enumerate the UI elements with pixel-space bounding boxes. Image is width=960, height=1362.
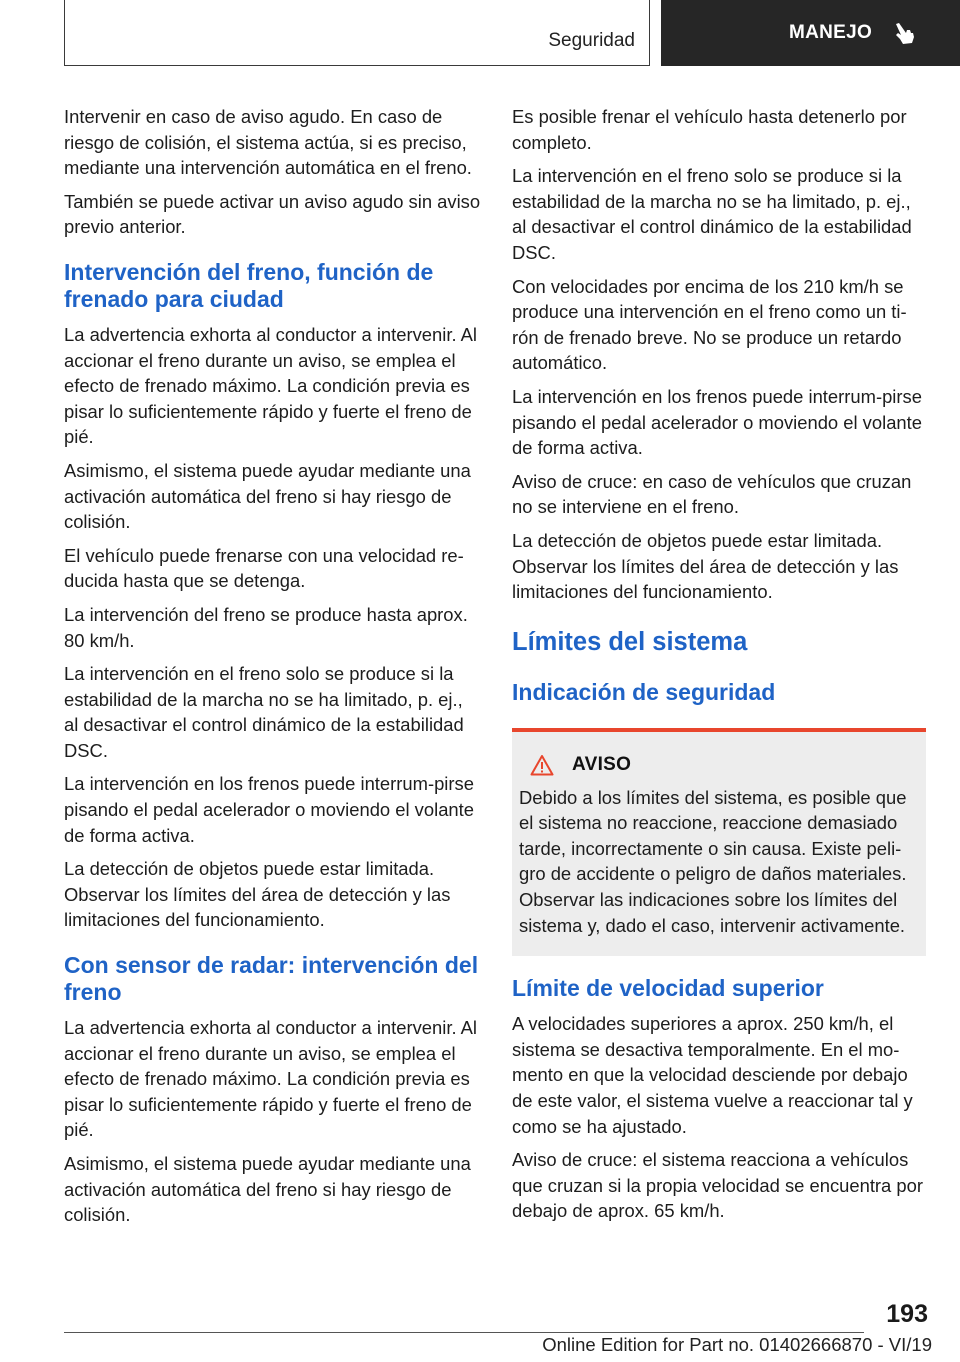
paragraph: La intervención en el freno solo se produce si la estabilidad de la marcha no se ha limitado, p. ej., al desactivar el control dinámico de la estabilidad DSC. [512,165,912,263]
section-heading: Indicación de seguridad [512,678,776,705]
edition-note: Online Edition for Part no. 01402666870 - VI/19 [542,1334,932,1355]
paragraph: La intervención del freno se produce hasta aprox. 80 km/h. [64,603,468,651]
section-title: Seguridad [548,30,635,51]
section-heading: Límite de velocidad superior [512,975,824,1002]
footer-divider [64,1332,864,1333]
warning-box [512,728,926,957]
left-column [64,104,482,1236]
paragraph: El vehículo puede frenarse con una velocidad re‐ducida hasta que se detenga. [64,544,464,592]
section-heading: Intervención del freno, función de frenado para ciudad [64,258,434,312]
paragraph: La advertencia exhorta al conductor a intervenir. Al accionar el freno durante un aviso, se emplea el efecto de frenado máximo. La condición previa es pisar lo suficientemente rápido y fuerte el freno de pié. [64,323,478,448]
paragraph: Es posible frenar el vehículo hasta detenerlo por completo. [512,106,907,153]
paragraph: Asimismo, el sistema puede ayudar mediante una activación automática del freno si hay riesgo de colisión. [64,459,471,533]
paragraph: La intervención en los frenos puede interrum‐pirse pisando el pedal acelerador o moviendo el volante de forma activa. [64,773,474,846]
warning-triangle-icon [530,754,554,776]
paragraph: También se puede activar un aviso agudo sin aviso previo anterior. [64,190,481,238]
chapter-tab[interactable] [661,0,960,66]
paragraph: Asimismo, el sistema puede ayudar mediante una activación automática del freno si hay riesgo de colisión. [64,1153,471,1226]
paragraph: La advertencia exhorta al conductor a intervenir. Al accionar el freno durante un aviso, se emplea el efecto de frenado máximo. La condición previa es pisar lo suficientemente rápido y fuerte el freno de pié. [64,1017,478,1141]
paragraph: La detección de objetos puede estar limitada. Observar los límites del área de detección y las limitaciones del funcionamiento. [64,858,451,931]
right-column [512,104,926,1232]
chapter-heading: Límites del sistema [512,627,748,656]
paragraph: Con velocidades por encima de los 210 km/h se produce una intervención en el freno como un ti‐rón de frenado breve. No se produce un retardo automático. [512,275,907,374]
paragraph: Aviso de cruce: el sistema reacciona a vehículos que cruzan si la propia velocidad se encuentra por debajo de aprox. 65 km/h. [512,1149,923,1222]
page-number: 193 [886,1300,928,1328]
pointing-hand-icon [890,20,916,46]
paragraph: Aviso de cruce: en caso de vehículos que cruzan no se interviene en el freno. [512,470,912,518]
warning-text: Debido a los límites del sistema, es posible que el sistema no reaccione, reaccione demasiado tarde, incorrectamente o sin causa. Existe peli‐gro de accidente o peligro de daños materiales. Observar las indicaciones sobre los límites del sistema y, dado el caso, intervenir activamente. [519,786,907,936]
warning-header [530,754,916,776]
paragraph: Intervenir en caso de aviso agudo. En caso de riesgo de colisión, el sistema actúa, si es preciso, mediante una intervención automática en el freno. [64,106,472,179]
paragraph: A velocidades superiores a aprox. 250 km/h, el sistema se desactiva temporalmente. En el mo‐mento en que la velocidad desciende por debajo de este valor, el sistema vuelve a reaccionar tal y como se ha ajustado. [512,1013,913,1137]
section-heading: Con sensor de radar: intervención del freno [64,952,479,1006]
header-frame [64,0,650,66]
paragraph: La intervención en los frenos puede interrum‐pirse pisando el pedal acelerador o moviendo el volante de forma activa. [512,385,922,459]
paragraph: La intervención en el freno solo se produce si la estabilidad de la marcha no se ha limitado, p. ej., al desactivar el control dinámico de la estabilidad DSC. [64,663,464,761]
warning-title: AVISO [572,753,632,775]
chapter-title: MANEJO [789,22,873,43]
paragraph: La detección de objetos puede estar limitada. Observar los límites del área de detección y las limitaciones del funcionamiento. [512,529,899,603]
